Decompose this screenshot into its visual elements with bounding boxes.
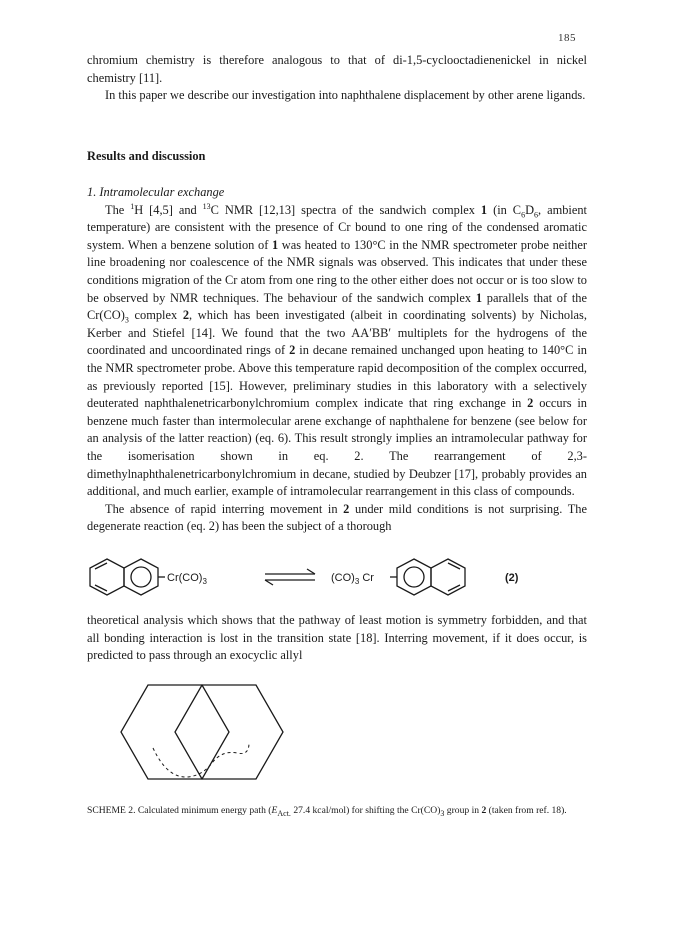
svg-text:(CO)3 Cr (331, 572, 374, 586)
eq-left-sub: 3 (202, 577, 207, 586)
paragraph-intro-1: chromium chemistry is therefore analogous to that of di-1,5-cyclooctadienenickel in nickel chemistry [11]. (87, 53, 587, 85)
svg-text:Cr(CO)3 (167, 572, 207, 586)
paragraph-theory: theoretical analysis which shows that the pathway of least motion is symmetry forbidden, and that all bonding interaction is lost in the transition state [18]. Interring movement, if it does occur, is predicted to pass through an exocyclic allyl (87, 613, 587, 663)
eq-right-label: (CO) (331, 572, 355, 584)
body-block (87, 184, 587, 536)
equation-2-diagram (87, 552, 587, 602)
double-bonds-left (95, 563, 107, 591)
paragraph-interring: The absence of rapid interring movement in 2 under mild conditions is not surprising. The degenerate reaction (eq. 2) has been the subject of a thorough (87, 501, 587, 534)
naphthalene-ring-right-a (397, 559, 431, 595)
energy-path-dashed (153, 743, 249, 777)
naphthalene-ring-left-a (90, 559, 124, 595)
section-heading: Results and discussion (87, 149, 206, 163)
naphthalene-ring-right-b (431, 559, 465, 595)
paragraph-intro-2: In this paper we describe our investigation into naphthalene displacement by other arene ligands. (105, 88, 586, 103)
double-bonds-right (448, 563, 460, 591)
scheme-2-diagram (87, 658, 587, 798)
equation-number: (2) (505, 572, 519, 584)
paragraph-intramolecular: The $^1$H [4,5] and $^{13}$C NMR [12,13] spectra of the sandwich complex 1 (in $C_6D_6$, ambient temperature) are consistent with the presence of Cr bound to one ring of the condensed aromatic system. When a benzene solution of 1 was heated to 130°C in the NMR spectrometer probe neither line broadening nor coalescence of the NMR signals was observed. This indicates that under these conditions migration of the Cr atom from one ring to the other either does not occur or is too slow to be observed by NMR techniques. The behaviour of the sandwich complex 1 parallels that of the $Cr(CO)_3$ complex 2, which has been investigated (albeit in coordinating solvents) by Nicholas, Kerber and Stiefel [14]. We found that the two AA′BB′ multiplets for the hydrogens of the coordinated and uncoordinated rings of 2 in decane remained unchanged upon heating to 140°C in the NMR spectrometer probe. Above this temperature rapid decomposition of the complex occurred, as previously reported [15]. However, preliminary studies in this laboratory with a selectively deuterated naphthalenetricarbonylchromium complex indicate that ring exchange in 2 occurs in benzene much faster than intermolecular arene exchange of naphthalene for benzene (see below for an analysis of the latter reaction) (eq. 6). This result strongly implies an intramolecular pathway for the isomerisation shown in eq. 2. The rearrangement of 2,3-dimethylnaphthalenetricarbonylchromium in decane, studied by Deubzer [17], probably provides an additional, and much earlier, example of intramolecular rearrangement in this class of compounds. (87, 201, 587, 499)
eq-right-cr: Cr (359, 572, 374, 584)
eq-right-sub: 3 (354, 577, 360, 586)
naphthalene-ring-left-b (124, 559, 158, 595)
aromatic-circle-left (131, 567, 151, 587)
scheme-caption: SCHEME 2. Calculated minimum energy path ($E_{Act.}$ 27.4 kcal/mol) for shifting the $Cr(CO)_3$ group in 2 (taken from ref. 18). (87, 805, 567, 818)
eq-left-label: Cr(CO) (167, 572, 203, 584)
aromatic-circle-right (404, 567, 424, 587)
subsection-heading: 1. Intramolecular exchange (87, 185, 225, 199)
page-number: 185 (558, 32, 576, 44)
intro-block (87, 52, 587, 105)
body-continued (87, 612, 587, 665)
